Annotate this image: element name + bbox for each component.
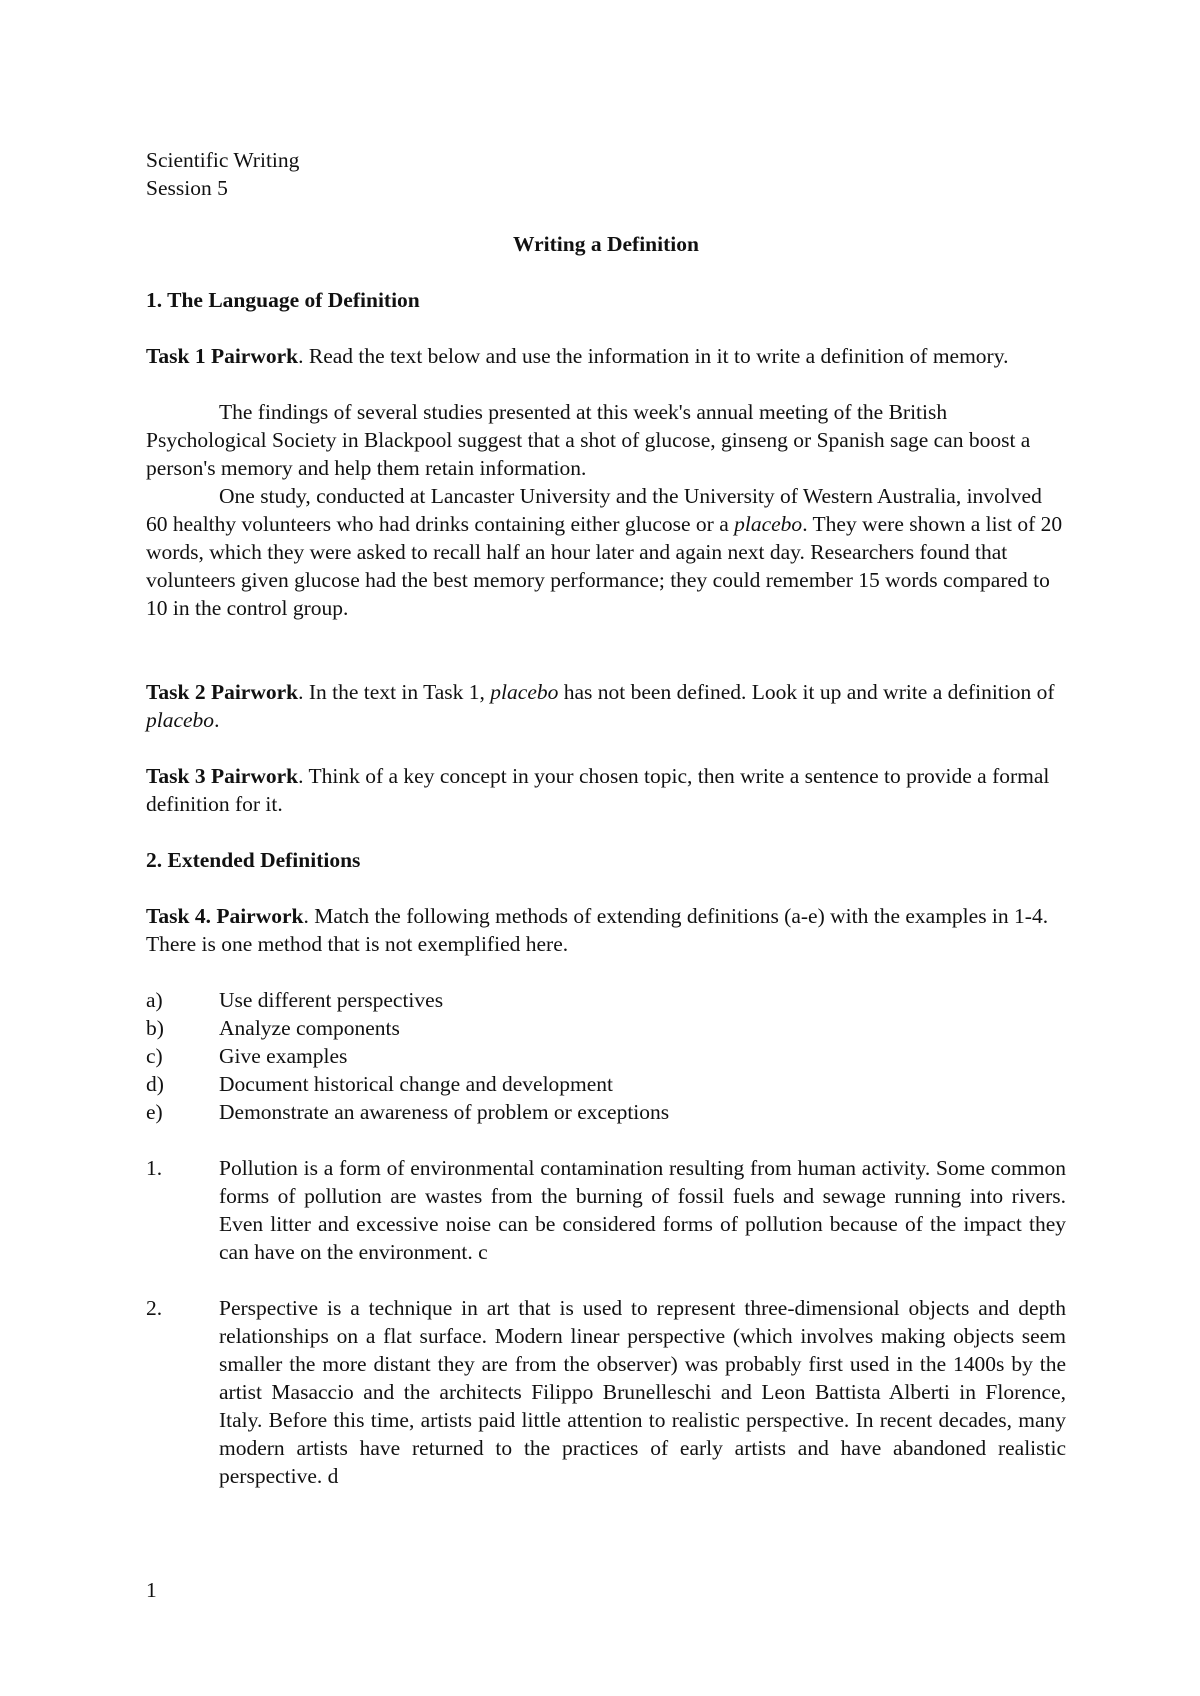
passage-paragraph-2-start: One study, conducted at Lancaster University and the University of Western Australia, involved 60 healthy volunteers who had drinks containing either glucose or a <box>146 484 1042 536</box>
passage-paragraph-1: The findings of several studies presented at this week's annual meeting of the British Psychological Society in Blackpool suggest that a shot of glucose, ginseng or Spanish sage can boost a person's memory and help them retain information. <box>146 400 1031 480</box>
page-content <box>146 146 1066 1490</box>
placebo-term: placebo <box>490 680 559 704</box>
task-2-instruction <box>146 678 1066 734</box>
list-item <box>146 986 1066 1014</box>
examples-list <box>146 1154 1066 1490</box>
task-2-text-c: . <box>214 708 220 732</box>
spacer <box>146 258 1066 286</box>
list-marker: 2. <box>146 1296 163 1320</box>
list-marker: 1. <box>146 1156 163 1180</box>
list-item-text: Analyze components <box>219 1016 400 1040</box>
list-item-text: Use different perspectives <box>219 988 444 1012</box>
task-1-text: . Read the text below and use the information in it to write a definition of memory. <box>298 344 1009 368</box>
passage-paragraph-2 <box>146 482 1066 622</box>
list-item <box>146 1294 1066 1490</box>
list-marker: a) <box>146 988 163 1012</box>
list-item <box>146 1098 1066 1126</box>
list-marker: c) <box>146 1044 163 1068</box>
list-item-text: Demonstrate an awareness of problem or exceptions <box>219 1100 670 1124</box>
task-2-text-a: . In the text in Task 1, <box>298 680 491 704</box>
list-item <box>146 1042 1066 1070</box>
session-label: Session 5 <box>146 176 228 200</box>
list-item <box>146 1014 1066 1042</box>
section-heading-language-of-definition: 1. The Language of Definition <box>146 288 420 312</box>
task-3-text: . Think of a key concept in your chosen topic, then write a sentence to provide a formal definition for it. <box>146 764 1050 816</box>
page-number: 1 <box>146 1578 157 1602</box>
list-item <box>146 1154 1066 1266</box>
list-marker: d) <box>146 1072 164 1096</box>
task-2-label: Task 2 Pairwork <box>146 680 299 704</box>
task-3-label: Task 3 Pairwork <box>146 764 299 788</box>
reading-passage <box>146 398 1066 622</box>
list-item <box>146 1070 1066 1098</box>
passage-paragraph-2-end: . They were shown a list of 20 words, which they were asked to recall half an hour later and again next day. Researchers found that volunteers given glucose had the best memory performance; they could remember 15 words compared to 10 in the control group. <box>146 512 1063 620</box>
methods-list <box>146 986 1066 1126</box>
task-3-instruction <box>146 762 1066 818</box>
task-4-label: Task 4. Pairwork <box>146 904 304 928</box>
task-4-text: . Match the following methods of extending definitions (a-e) with the examples in 1-4. There is one method that is not exemplified here. <box>146 904 1049 956</box>
placebo-term: placebo <box>734 512 803 536</box>
list-item-text: Pollution is a form of environmental contamination resulting from human activity. Some common forms of pollution are wastes from the burning of fossil fuels and sewage running into rivers. Even litter and excessive noise can be considered forms of pollution because of the impact they can have on the environment. c <box>219 1156 1066 1264</box>
list-item-text: Document historical change and development <box>219 1072 614 1096</box>
spacer <box>146 1126 1066 1154</box>
task-4-instruction <box>146 902 1066 958</box>
spacer <box>146 874 1066 902</box>
spacer <box>146 202 1066 230</box>
spacer <box>146 734 1066 762</box>
list-marker: e) <box>146 1100 163 1124</box>
spacer <box>146 818 1066 846</box>
task-1-label: Task 1 Pairwork <box>146 344 299 368</box>
spacer <box>146 370 1066 398</box>
list-item-text: Perspective is a technique in art that is used to represent three-dimensional objects and depth relationships on a flat surface. Modern linear perspective (which involves making objects seem smaller the more distant they are from the observer) was probably first used in the 1400s by the artist Masaccio and the architects Filippo Brunelleschi and Leon Battista Alberti in Florence, Italy. Before this time, artists paid little attention to realistic perspective. In recent decades, many modern artists have returned to the practices of early artists and have abandoned realistic perspective. d <box>219 1296 1066 1488</box>
task-2-text-b: has not been defined. Look it up and write a definition of <box>558 680 1055 704</box>
placebo-term: placebo <box>146 708 215 732</box>
spacer <box>146 958 1066 986</box>
course-title: Scientific Writing <box>146 148 300 172</box>
spacer <box>146 622 1066 650</box>
task-1-instruction <box>146 342 1066 370</box>
spacer <box>146 314 1066 342</box>
spacer <box>146 650 1066 678</box>
list-item-text: Give examples <box>219 1044 348 1068</box>
document-title: Writing a Definition <box>513 232 699 256</box>
section-heading-extended-definitions: 2. Extended Definitions <box>146 848 361 872</box>
list-marker: b) <box>146 1016 164 1040</box>
